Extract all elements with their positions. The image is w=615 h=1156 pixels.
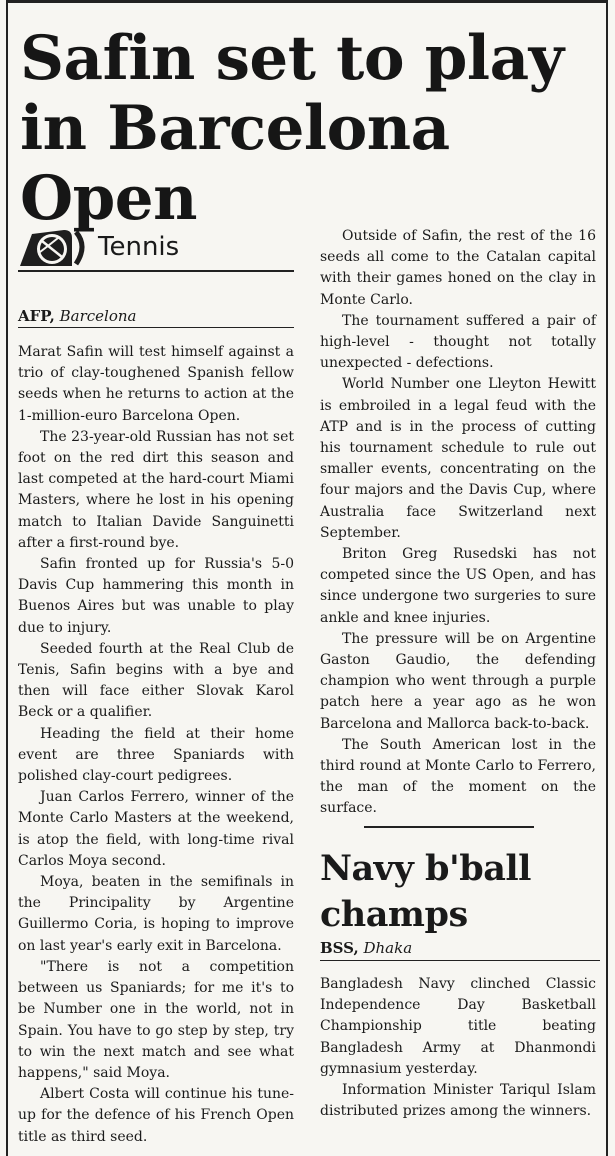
- main-headline: Safin set to play in Barcelona Open: [20, 23, 564, 234]
- section-label: [18, 228, 294, 272]
- paragraph: Briton Greg Rusedski has not competed since the US Open, and has since undergone two surgeries to sure ankle and knee injuries.: [320, 546, 596, 626]
- top-border-rule: [6, 0, 606, 3]
- paragraph: "There is not a competition between us Spaniards; for me it's to be Number one in the world, not in Spain. You have to go step by step, try to win the next match and see what happens," said Moya.: [18, 958, 294, 1081]
- paragraph: Marat Safin will test himself against a trio of clay-toughened Spanish fellow seeds when he returns to action at the 1-million-euro Barcelona Open.: [18, 344, 294, 424]
- paragraph: The pressure will be on Argentine Gaston Gaudio, the defending champion who went through a purple patch here a year ago as he won Barcelona and Mallorca back-to-back.: [320, 630, 596, 732]
- paragraph: The tournament suffered a pair of high-level - thought not totally unexpected - defections.: [320, 312, 596, 372]
- byline-agency: AFP,: [18, 307, 55, 325]
- article-column-2: [320, 226, 596, 820]
- paragraph: Heading the field at their home event are three Spaniards with polished clay-court pedigrees.: [18, 725, 294, 785]
- paragraph: Seeded fourth at the Real Club de Tenis, Safin begins with a bye and then will face either Slovak Karol Beck or a qualifier.: [18, 640, 294, 721]
- byline-agency: BSS,: [320, 939, 359, 957]
- article-column-1: [18, 342, 294, 1148]
- paragraph: Outside of Safin, the rest of the 16 seeds all come to the Catalan capital with their games honed on the clay in Monte Carlo.: [320, 228, 596, 308]
- right-border-rule: [606, 0, 608, 1156]
- paragraph: The South American lost in the third round at Monte Carlo to Ferrero, the man of the moment on the surface.: [320, 736, 596, 817]
- byline-place: Barcelona: [59, 307, 137, 325]
- paragraph: Moya, beaten in the semifinals in the Principality by Argentine Guillermo Coria, is hoping to improve on last year's early exit in Barcelona.: [18, 874, 294, 954]
- byline: [18, 306, 294, 328]
- paragraph: Albert Costa will continue his tune-up for the defence of his French Open title as third seed.: [18, 1086, 294, 1145]
- left-border-rule: [6, 0, 8, 1156]
- section-label-text: Tennis: [98, 232, 180, 262]
- paragraph: World Number one Lleyton Hewitt is embroiled in a legal feud with the ATP and is in the process of cutting his tournament schedule to rule out smaller events, concentrating on the four majors and the Davis Cup, where Australia face Switzerland next September.: [320, 376, 596, 541]
- second-byline: [320, 938, 600, 961]
- paragraph: The 23-year-old Russian has not set foot on the red dirt this season and last competed at the hard-court Miami Masters, where he lost in his opening match to Italian Davide Sanguinetti after a first-round bye.: [18, 428, 294, 551]
- paragraph: Information Minister Tariqul Islam distributed prizes among the winners.: [320, 1082, 596, 1120]
- paragraph: Juan Carlos Ferrero, winner of the Monte Carlo Masters at the weekend, is atop the field, with long-time rival Carlos Moya second.: [18, 789, 294, 869]
- byline-place: Dhaka: [363, 939, 413, 957]
- story-divider: [364, 826, 534, 828]
- second-story-body: [320, 974, 596, 1122]
- paragraph: Safin fronted up for Russia's 5-0 Davis Cup hammering this month in Buenos Aires but was unable to play due to injury.: [18, 556, 294, 636]
- second-headline: Navy b'ball champs: [320, 848, 531, 935]
- tennis-ball-racket-icon: [18, 228, 90, 268]
- paragraph: Bangladesh Navy clinched Classic Independence Day Basketball Championship title beating Bangladesh Army at Dhanmondi gymnasium yesterday.: [320, 976, 596, 1077]
